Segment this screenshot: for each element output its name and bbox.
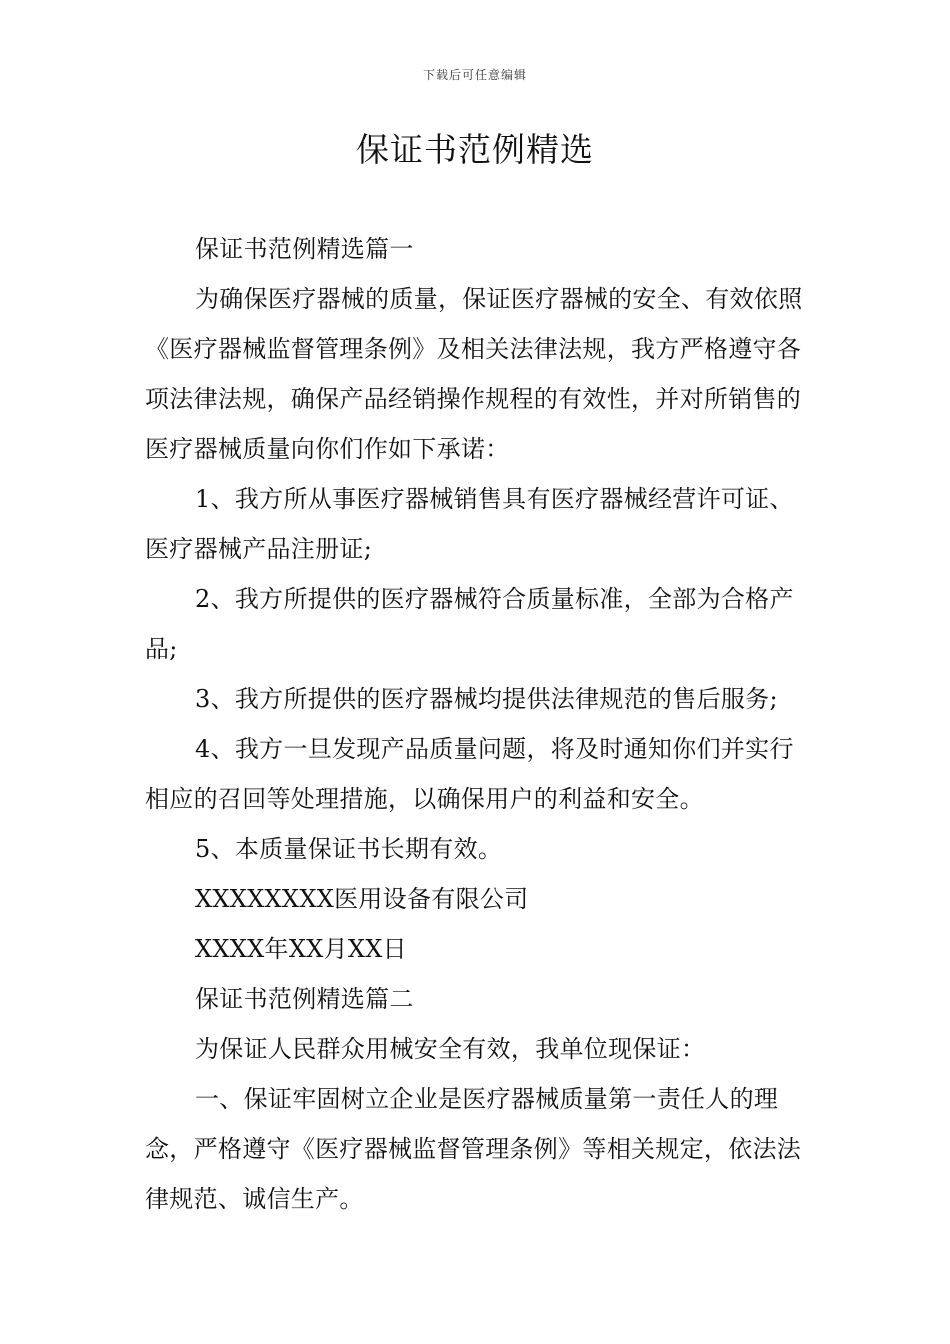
intro-paragraph: 为确保医疗器械的质量，保证医疗器械的安全、有效依照《医疗器械监督管理条例》及相关法律法规，我方严格遵守各项法律法规，确保产品经销操作规程的有效性，并对所销售的医疗器械质量向你们作如下承诺： xyxy=(145,285,803,463)
section-heading-2: 保证书范例精选篇二 xyxy=(195,985,414,1013)
document-title: 保证书范例精选 xyxy=(356,130,594,169)
commitment-item-3: 3、我方所提供的医疗器械均提供法律规范的售后服务; xyxy=(195,685,778,713)
company-signature: XXXXXXXX医用设备有限公司 xyxy=(195,885,529,913)
section-2-intro: 为保证人民群众用械安全有效，我单位现保证： xyxy=(195,1035,706,1063)
page-header-note: 下载后可任意编辑 xyxy=(422,68,527,82)
signature-date: XXXX年XX月XX日 xyxy=(195,935,407,963)
section-2-item-1: 一、保证牢固树立企业是医疗器械质量第一责任人的理念，严格遵守《医疗器械监督管理条例》等相关规定，依法法律规范、诚信生产。 xyxy=(145,1085,802,1213)
commitment-item-4: 4、我方一旦发现产品质量问题，将及时通知你们并实行相应的召回等处理措施，以确保用户的利益和安全。 xyxy=(145,735,794,813)
document-body xyxy=(145,224,815,1224)
section-heading-1: 保证书范例精选篇一 xyxy=(195,235,414,263)
commitment-item-5: 5、本质量保证书长期有效。 xyxy=(195,835,503,863)
commitment-item-2: 2、我方所提供的医疗器械符合质量标准，全部为合格产品; xyxy=(145,585,794,663)
commitment-item-1: 1、我方所从事医疗器械销售具有医疗器械经营许可证、医疗器械产品注册证; xyxy=(145,485,794,563)
